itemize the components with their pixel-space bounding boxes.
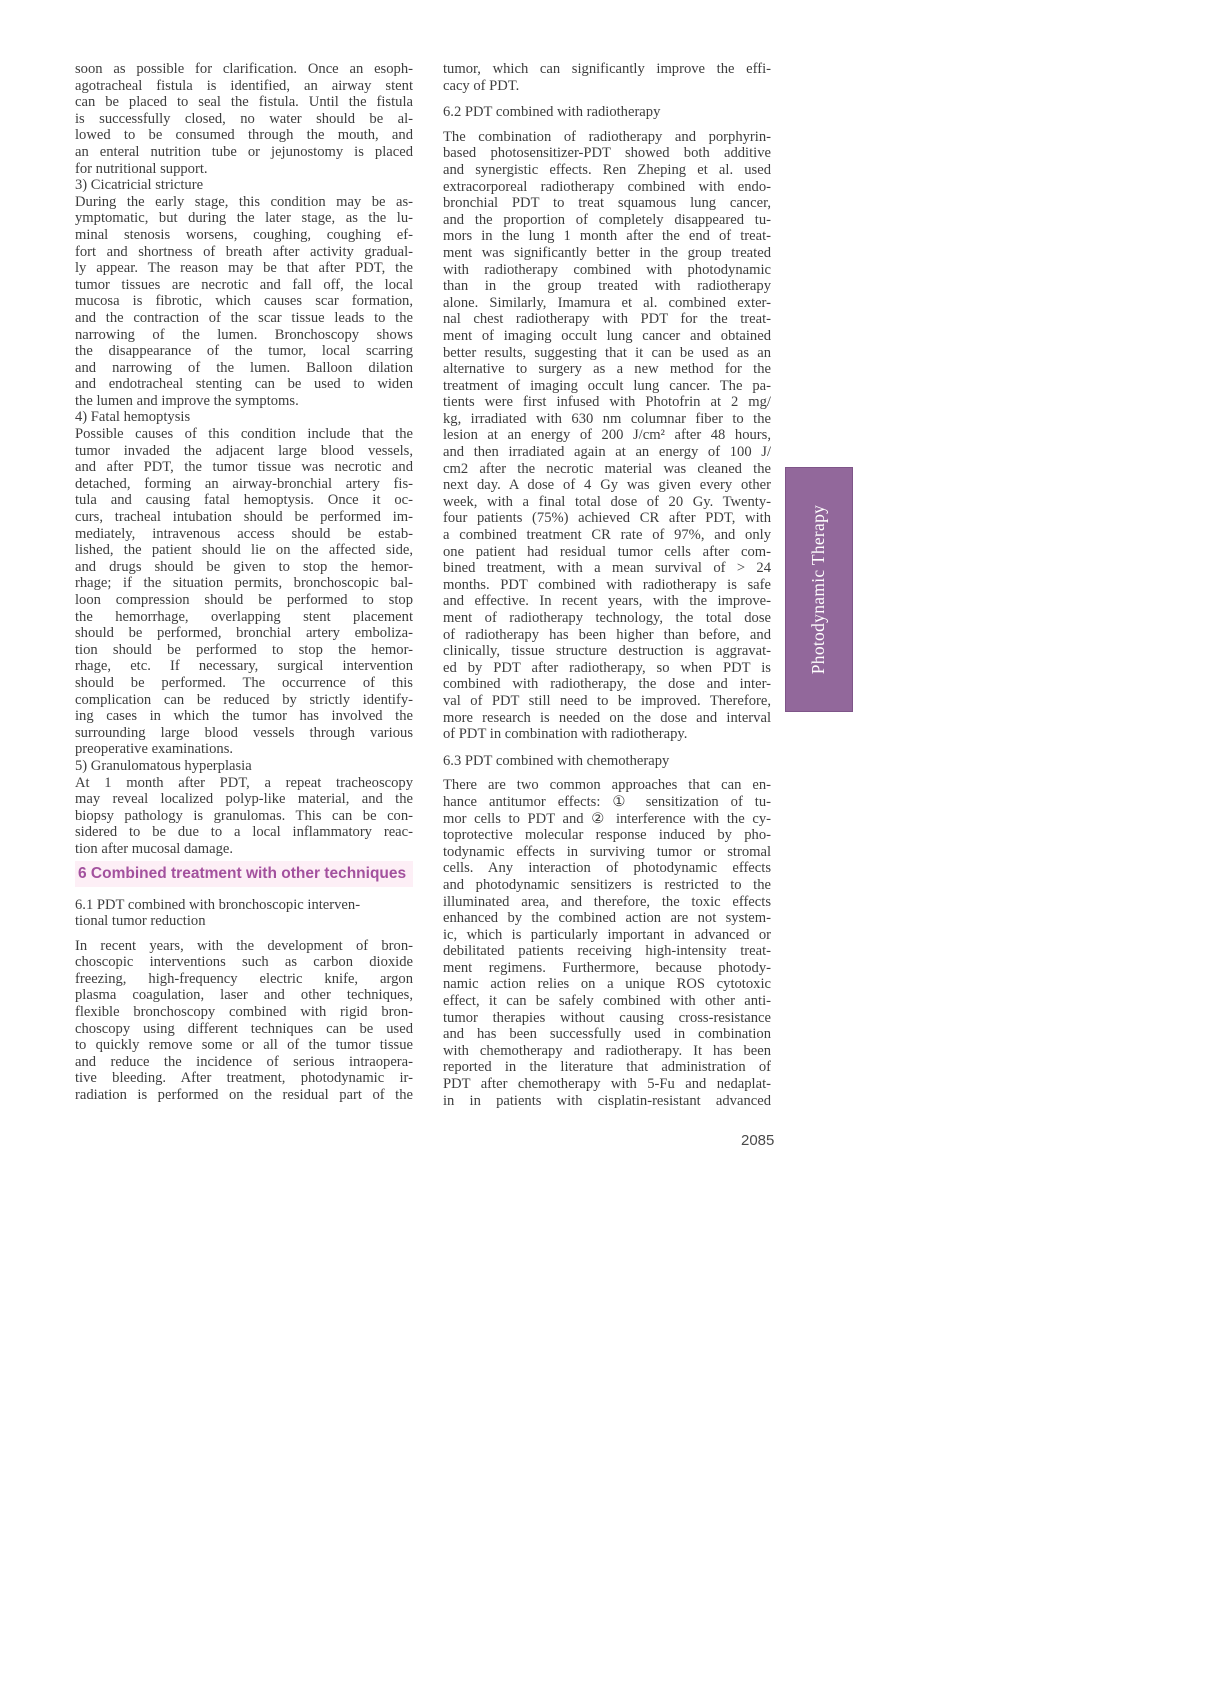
text-line: bronchial PDT to treat squamous lung cancer, [443, 195, 771, 212]
text-line: tula and causing fatal hemoptysis. Once it oc- [75, 492, 413, 509]
text-line: surrounding large blood vessels through various [75, 724, 413, 741]
text-line: detached, forming an airway-bronchial artery fis- [75, 475, 413, 492]
paragraph [443, 777, 771, 1109]
text-line: based photosensitizer-PDT showed both additive [443, 145, 771, 162]
text-line: and after PDT, the tumor tissue was necrotic and [75, 459, 413, 476]
text-line: treatment of imaging occult lung cancer. The pa- [443, 377, 771, 394]
text-line: and synergistic effects. Ren Zheping et al. used [443, 161, 771, 178]
text-line: tumor, which can significantly improve the effi- [443, 61, 771, 77]
text-line: tumor tissues are necrotic and fall off, the local [75, 276, 413, 293]
text-line: ment of imaging occult lung cancer and obtained [443, 327, 771, 344]
text-line: tional tumor reduction [75, 913, 206, 930]
text-line: todynamic effects in surviving tumor or stromal [443, 843, 771, 860]
paragraph [75, 194, 413, 410]
paragraph [75, 775, 413, 858]
text-line: ment of radiotherapy technology, the total dose [443, 610, 771, 626]
text-line: lowed to be consumed through the mouth, and [75, 127, 413, 144]
page-number: 2085 [741, 1132, 775, 1149]
text-line: should be performed. The occurrence of this [75, 674, 413, 691]
text-line: preoperative examinations. [75, 741, 234, 758]
text-line: 6.3 PDT combined with chemotherapy [443, 752, 670, 769]
text-line: and narrowing of the lumen. Balloon dilation [75, 359, 413, 376]
text-line: 4) Fatal hemoptysis [75, 409, 191, 426]
text-line: lished, the patient should lie on the affected side, [75, 542, 413, 559]
paragraph [75, 61, 413, 177]
text-line: an enteral nutrition tube or jejunostomy is placed [75, 143, 413, 160]
text-line: biopsy pathology is granulomas. This can be con- [75, 807, 413, 824]
right-text-column [443, 61, 771, 1109]
text-line: and the contraction of the scar tissue leads to the [75, 309, 413, 326]
text-line: ed by PDT after radiotherapy, so when PDT is [443, 659, 771, 676]
text-line: namic action relies on a unique ROS cytotoxic [443, 976, 771, 993]
text-line: narrowing of the lumen. Bronchoscopy shows [75, 326, 413, 343]
text-line: nal chest radiotherapy with PDT for the treat- [443, 311, 771, 328]
text-line: During the early stage, this condition may be as- [75, 193, 413, 210]
text-line: bined treatment, with a mean survival of > 24 [443, 560, 771, 577]
paragraph [75, 758, 413, 775]
text-line: and drugs should be given to stop the hemor- [75, 558, 413, 575]
text-line: extracorporeal radiotherapy combined with endo- [443, 178, 771, 195]
text-line: effect, it can be safely combined with other anti- [443, 993, 771, 1010]
text-line: with radiotherapy combined with photodynamic [443, 261, 771, 278]
text-line: rhage, etc. If necessary, surgical intervention [75, 658, 413, 675]
text-line: PDT after chemotherapy with 5-Fu and nedaplat- [443, 1076, 771, 1093]
text-line: the lumen and improve the symptoms. [75, 392, 299, 409]
text-line: can be placed to seal the fistula. Until the fistula [75, 94, 413, 111]
text-line: Possible causes of this condition include that the [75, 426, 413, 443]
subsection-heading [75, 897, 413, 930]
text-line: tumor invaded the adjacent large blood vessels, [75, 442, 413, 459]
text-line: more research is needed on the dose and interval [443, 709, 771, 726]
text-line: tients were first infused with Photofrin at 2 mg/ [443, 394, 771, 411]
text-line: mor cells to PDT and ② interference with the cy- [443, 810, 771, 827]
text-line: of radiotherapy has been higher than before, and [443, 626, 771, 643]
paragraph [443, 61, 771, 94]
text-line: to quickly remove some or all of the tumor tissue [75, 1037, 413, 1054]
text-line: clinically, tissue structure destruction is aggravat- [443, 643, 771, 660]
text-line: week, with a final total dose of 20 Gy. Twenty- [443, 493, 771, 510]
text-line: At 1 month after PDT, a repeat tracheoscopy [75, 774, 413, 791]
text-line: a combined treatment CR rate of 97%, and only [443, 527, 771, 544]
text-line: months. PDT combined with radiotherapy is safe [443, 576, 771, 593]
text-line: 6.1 PDT combined with bronchoscopic interven- [75, 896, 361, 913]
text-line: the hemorrhage, overlapping stent placement [75, 608, 413, 625]
text-line: cm2 after the necrotic material was cleaned the [443, 460, 771, 477]
text-line: and endotracheal stenting can be used to widen [75, 376, 413, 393]
text-line: ly appear. The reason may be that after PDT, the [75, 260, 413, 277]
text-line: The combination of radiotherapy and porphyrin- [443, 128, 771, 145]
text-line: flexible bronchoscopy combined with rigid bron- [75, 1004, 413, 1021]
text-line: the disappearance of the tumor, local scarring [75, 343, 413, 360]
text-line: freezing, high-frequency electric knife, argon [75, 970, 413, 987]
text-line: enhanced by the combined action are not system- [443, 910, 771, 927]
subsection-heading [443, 753, 771, 770]
text-line: sidered to be due to a local inflammatory reac- [75, 824, 413, 841]
text-line: cacy of PDT. [443, 77, 520, 94]
text-line: one patient had residual tumor cells after com- [443, 543, 771, 560]
text-line: is successfully closed, no water should be al- [75, 110, 413, 127]
text-line: and effective. In recent years, with the improve- [443, 593, 771, 610]
text-line: alone. Similarly, Imamura et al. combined exter- [443, 294, 771, 311]
text-line: mors in the lung 1 month after the end of treat- [443, 228, 771, 245]
paragraph [75, 177, 413, 194]
section-heading: 6 Combined treatment with other techniques [75, 861, 413, 887]
paragraph [443, 129, 771, 743]
text-line: lesion at an energy of 200 J/cm² after 48 hours, [443, 427, 771, 444]
text-line: illuminated area, and therefore, the toxic effects [443, 893, 771, 910]
text-line: tion after mucosal damage. [75, 840, 234, 857]
text-line: choscopy using different techniques can be used [75, 1020, 413, 1037]
text-line: better results, suggesting that it can be used as an [443, 344, 771, 361]
text-line: ment was significantly better in the group treated [443, 244, 771, 261]
text-line: mediately, intravenous access should be estab- [75, 525, 413, 542]
left-text-column [75, 61, 413, 1104]
text-line: ic, which is particularly important in advanced or [443, 926, 771, 943]
text-line: kg, irradiated with 630 nm columnar fiber to the [443, 410, 771, 427]
text-line: and then irradiated again at an energy of 100 J/ [443, 444, 771, 461]
text-line: with chemotherapy and radiotherapy. It has been [443, 1042, 771, 1059]
text-line: should be performed, bronchial artery emboliza- [75, 625, 413, 642]
text-line: mucosa is fibrotic, which causes scar formation, [75, 293, 413, 310]
text-line: 6.2 PDT combined with radiotherapy [443, 104, 661, 121]
text-line: of PDT in combination with radiotherapy. [443, 726, 688, 743]
text-line: next day. A dose of 4 Gy was given every other [443, 477, 771, 494]
text-line: alternative to surgery as a new method for the [443, 361, 771, 378]
paragraph [75, 409, 413, 426]
text-line: val of PDT still need to be improved. Therefore, [443, 692, 771, 709]
text-line: toprotective molecular response induced by pho- [443, 827, 771, 844]
text-line: ymptomatic, but during the later stage, as the lu- [75, 210, 413, 227]
text-line: radiation is performed on the residual part of the [75, 1087, 413, 1104]
paragraph [75, 426, 413, 758]
text-line: and photodynamic sensitizers is restricted to the [443, 876, 771, 893]
text-line: for nutritional support. [75, 160, 208, 177]
text-line: fort and shortness of breath after activity gradual- [75, 243, 413, 260]
text-line: may reveal localized polyp-like material, and the [75, 791, 413, 808]
text-line: ment regimens. Furthermore, because photody- [443, 959, 771, 976]
text-line: than in the group treated with radiotherapy [443, 278, 771, 295]
text-line: complication can be reduced by strictly identify- [75, 691, 413, 708]
subsection-heading [443, 104, 771, 121]
text-line: 5) Granulomatous hyperplasia [75, 757, 252, 774]
text-line: soon as possible for clarification. Once an esoph- [75, 61, 413, 77]
text-line: choscopic interventions such as carbon dioxide [75, 954, 413, 971]
text-line: cells. Any interaction of photodynamic effects [443, 860, 771, 877]
text-line: debilitated patients receiving high-intensity treat- [443, 943, 771, 960]
text-line: and reduce the incidence of serious intraopera- [75, 1053, 413, 1070]
text-line: agotracheal fistula is identified, an airway stent [75, 77, 413, 94]
text-line: In recent years, with the development of bron- [75, 937, 413, 954]
text-line: rhage; if the situation permits, bronchoscopic bal- [75, 575, 413, 592]
side-tab-label: Photodynamic Therapy [808, 504, 829, 675]
text-line: minal stenosis worsens, coughing, coughing ef- [75, 226, 413, 243]
text-line: tive bleeding. After treatment, photodynamic ir- [75, 1070, 413, 1087]
text-line: There are two common approaches that can en- [443, 777, 771, 794]
text-line: curs, tracheal intubation should be performed im- [75, 509, 413, 526]
photodynamic-therapy-side-tab [785, 467, 853, 712]
paragraph [75, 938, 413, 1104]
text-line: hance antitumor effects: ① sensitization of tu- [443, 793, 771, 810]
text-line: tumor therapies without causing cross-resistance [443, 1009, 771, 1026]
text-line: reported in the literature that administration of [443, 1059, 771, 1076]
text-line: tion should be performed to stop the hemor- [75, 641, 413, 658]
text-line: loon compression should be performed to stop [75, 592, 413, 608]
text-line: ing cases in which the tumor has involved the [75, 708, 413, 725]
text-line: and the proportion of completely disappeared tu- [443, 211, 771, 228]
text-line: plasma coagulation, laser and other techniques, [75, 987, 413, 1004]
text-line: in in patients with cisplatin-resistant advanced [443, 1092, 771, 1109]
text-line: 3) Cicatricial stricture [75, 177, 204, 194]
text-line: and has been successfully used in combination [443, 1026, 771, 1043]
text-line: combined with radiotherapy, the dose and inter- [443, 676, 771, 693]
text-line: four patients (75%) achieved CR after PDT, with [443, 510, 771, 527]
